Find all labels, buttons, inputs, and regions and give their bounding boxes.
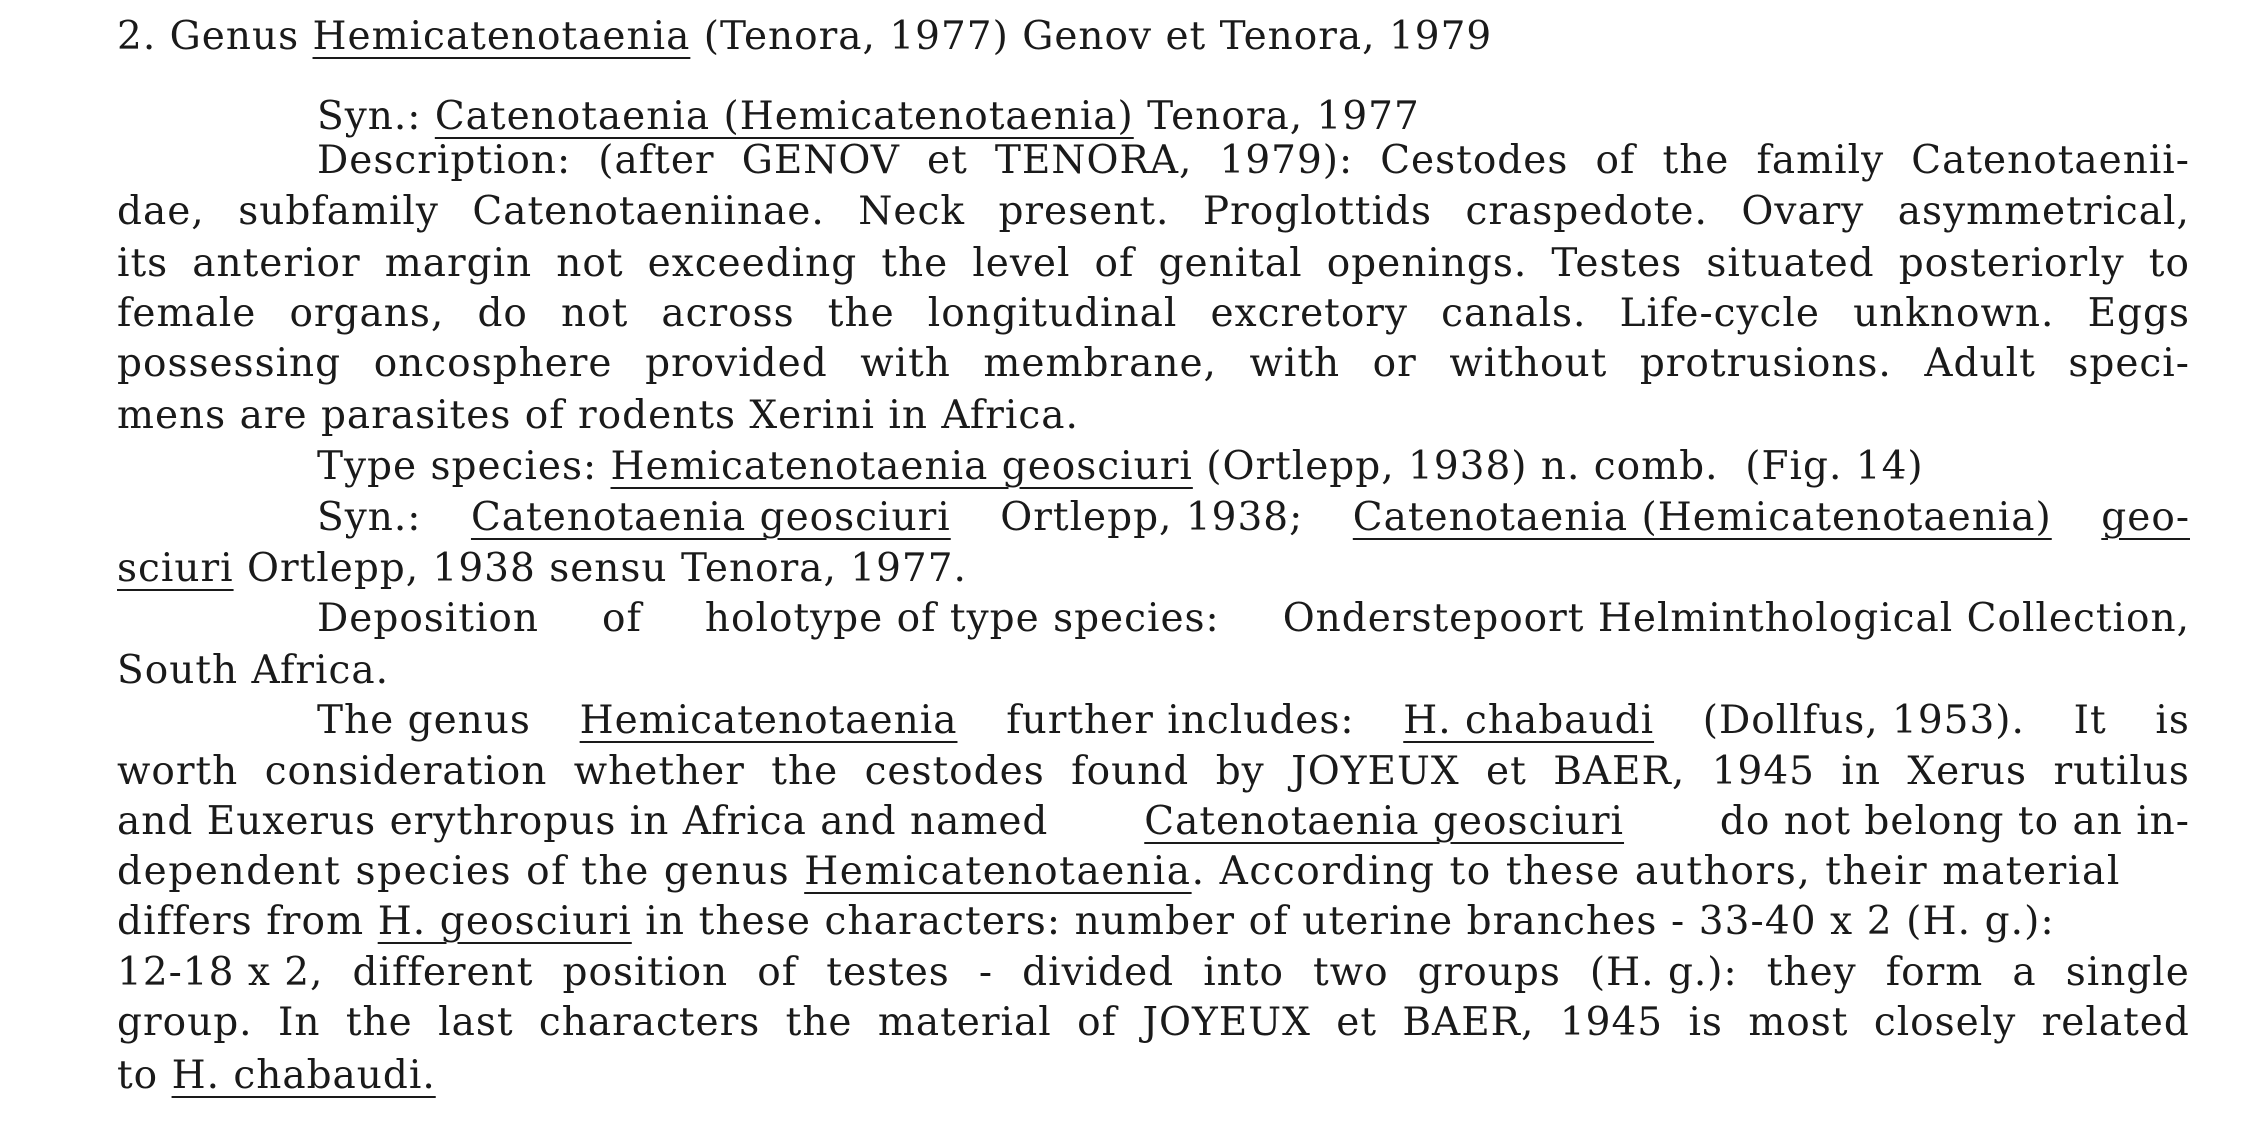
heading-authority: (Tenora, 1977) Genov et Tenora, 1979 [703, 14, 1493, 59]
species-name: H. geosciuri [377, 899, 632, 944]
type-species-name: Hemicatenotaenia geosciuri [610, 444, 1193, 489]
synonym-name: Catenotaenia (Hemicatenotaenia) [434, 94, 1134, 139]
synonym-name: Catenotaenia geosciuri [470, 495, 951, 540]
paragraph-line: group. In the last characters the material of JOYEUX et BAER, 1945 is most closely related [117, 1000, 2190, 1045]
description-line: dae, subfamily Catenotaeniinae. Neck present. Proglottids craspedote. Ovary asymmetrical, [117, 189, 2190, 234]
paragraph-line: 12-18 x 2, different position of testes - divided into two groups (H. g.): they form a single [117, 950, 2190, 995]
synonym-name: sciuri [117, 546, 234, 591]
description-line: Description: (after GENOV et TENORA, 1979): Cestodes of the family Catenotaenii- [317, 138, 2190, 183]
description-line: female organs, do not across the longitudinal excretory canals. Life-cycle unknown. Eggs [117, 291, 2190, 336]
paragraph-line: The genus Hemicatenotaenia further includes: H. chabaudi (Dollfus, 1953). It is [317, 698, 2190, 743]
type-species-line [317, 443, 1924, 491]
description-line: possessing oncosphere provided with membrane, with or without protrusions. Adult speci- [117, 341, 2190, 386]
description-line: mens are parasites of rodents Xerini in Africa. [117, 393, 1079, 438]
species-name: Catenotaenia geosciuri [1144, 799, 1625, 844]
genus-name: Hemicatenotaenia [579, 698, 958, 743]
paragraph-line: to H. chabaudi. [117, 1053, 436, 1098]
section-number: 2. [117, 14, 157, 59]
synonym-label: Syn.: [317, 495, 422, 540]
synonym-name: geo- [2101, 495, 2190, 540]
figure-reference: (Fig. 14) [1745, 444, 1924, 489]
synonym-authority: Tenora, 1977 [1147, 94, 1420, 139]
genus-name: Hemicatenotaenia [804, 849, 1192, 894]
heading-word: Genus [169, 14, 300, 59]
deposition-line: Deposition of holotype of type species: Onderstepoort Helminthological Collection, [317, 596, 2190, 641]
synonym-name: Catenotaenia (Hemicatenotaenia) [1352, 495, 2052, 540]
type-species-label: Type species: [317, 444, 598, 489]
genus-name: Hemicatenotaenia [312, 14, 691, 59]
species-name: H. chabaudi [1403, 698, 1655, 743]
synonym-line: Syn.: Catenotaenia geosciuri Ortlepp, 1938; Catenotaenia (Hemicatenotaenia) geo- [317, 495, 2190, 540]
paragraph-line: dependent species of the genus Hemicatenotaenia. According to these authors, their material [117, 849, 2121, 894]
paragraph-line: worth consideration whether the cestodes found by JOYEUX et BAER, 1945 in Xerus rutilus [117, 749, 2190, 794]
paragraph-line: differs from H. geosciuri in these characters: number of uterine branches - 33-40 x 2 (H. g.): [117, 899, 2055, 944]
paragraph-line: and Euxerus erythropus in Africa and named Catenotaenia geosciuri do not belong to an in- [117, 799, 2190, 844]
section-heading [117, 13, 1492, 61]
synonym-line [317, 93, 1420, 141]
species-name: H. chabaudi. [171, 1053, 436, 1098]
deposition-line: South Africa. [117, 648, 390, 693]
description-line: its anterior margin not exceeding the level of genital openings. Testes situated posteriorly to [117, 241, 2190, 286]
synonym-line: sciuri Ortlepp, 1938 sensu Tenora, 1977. [117, 546, 967, 591]
type-species-authority: (Ortlepp, 1938) n. comb. [1206, 444, 1719, 489]
synonym-label: Syn.: [317, 94, 422, 139]
